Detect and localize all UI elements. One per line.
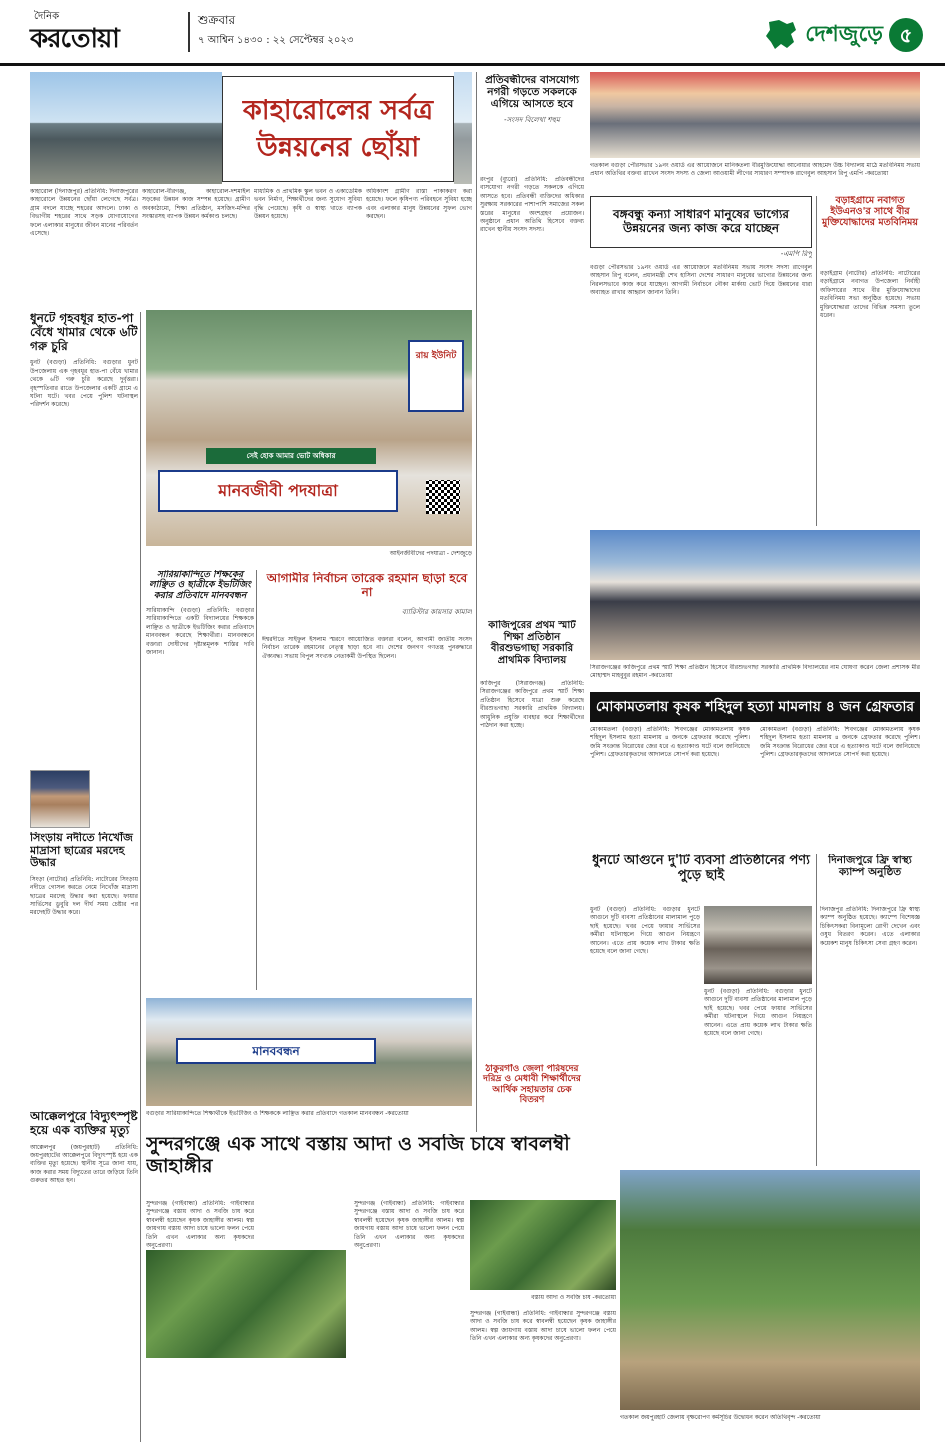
ginger-farm-photo (146, 1250, 346, 1358)
human-chain-caption: বগুড়ার সারিয়াকান্দিতে শিক্ষার্থীকে ইভটিজিং ও শিক্ষককে লাঞ্ছিত করার প্রতিবাদে গতকাল মানববন্ধন -করতোয়া (146, 1110, 409, 1117)
fire-headline: ধুনটে আগুনে দু'টি ব্যবসা প্রতিষ্ঠানের পণ্য পুড়ে ছাই (592, 854, 810, 883)
newspaper-logo[interactable] (30, 10, 180, 54)
rally-banner: মানবজীবী পদযাত্রা (158, 470, 398, 512)
masthead (0, 0, 945, 66)
mp-meeting-photo (590, 72, 920, 158)
fire-damage-photo (704, 906, 812, 984)
masthead-divider (188, 12, 190, 52)
column-rule (140, 312, 141, 1442)
lead-headline-line1: কাহারোলের সর্বত্র (242, 94, 434, 126)
health-camp-headline: দিনাজপুরে ফ্রি স্বাস্থ্য ক্যাম্প অনুষ্ঠিত (828, 854, 912, 879)
lead-body-col4: অধিকাংশ গ্রামীণ রাস্তা পাকাকরণ করা হয়েছে। ফলে কৃষিপণ্য পরিবহনে সুবিধা হচ্ছে এবং এলাকার মানুষ উন্নয়নের সুফল ভোগ করছেন। (366, 188, 472, 221)
bangabandhu-byline: -এমপি রিপু (780, 250, 812, 258)
health-camp-body: দিনাজপুর প্রতিনিধি: দিনাজপুরে ফ্রি স্বাস্থ্য ক্যাম্প অনুষ্ঠিত হয়েছে। ক্যাম্পে বিশেষজ্ঞ চিকিৎসকরা বিনামূল্যে রোগী দেখেন এবং ওষুধ বিতরণ করেন। এতে এলাকার কয়েকশ মানুষ চিকিৎসা সেবা গ্রহণ করেন। (820, 906, 920, 947)
dhunat-cow-headline: ধুনটে গৃহবধূর হাত-পা বেঁধে খামার থেকে ৬টি গরু চুরি (30, 312, 138, 353)
smart-school-body: কাজিপুর (সিরাজগঞ্জ) প্রতিনিধি: সিরাজগঞ্জের কাজিপুরে প্রথম স্মার্ট শিক্ষা প্রতিষ্ঠান হিসেবে যাত্রা শুরু করেছে বীরশুভগাছা সরকারি প্রাথমিক বিদ্যালয়। আধুনিক প্রযুক্তি ব্যবহার করে শিক্ষার্থীদের পাঠদান করা হচ্ছে। (480, 680, 584, 729)
qr-code[interactable] (426, 480, 460, 514)
akkelpur-electric-headline: আক্কেলপুরে বিদ্যুৎস্পৃষ্ট হয়ে এক ব্যক্তির মৃত্যু (30, 1110, 138, 1137)
human-chain-photo (146, 998, 472, 1106)
disabled-story-header (480, 74, 584, 174)
bangabandhu-body: বগুড়া পৌরসভার ১৯নং ওয়ার্ড এর আয়োজনে মতবিনিময় সভায় সংসদ সদস্য রাগেবুল আহসান রিপু বলেন, প্রধানমন্ত্রী শেখ হাসিনা দেশের সাধারণ মানুষের ভাগ্যের উন্নয়নের জন্য নিরলসভাবে কাজ করে যাচ্ছেন। আগামী নির্বাচনে নৌকা মার্কায় ভোট দিয়ে উন্নয়নের ধারা অব্যাহত রাখার আহ্বান জানান তিনি। (590, 264, 812, 297)
murder-body-col1: মোকামতলা (বগুড়া) প্রতিনিধি: শিবগঞ্জের মোকামতলায় কৃষক শহিদুল ইসলাম হত্যা মামলায় ৪ জনকে গ্রেফতার করেছে পুলিশ। জমি সংক্রান্ত বিরোধের জের ধরে এ হত্যাকাণ্ড ঘটে বলে জানিয়েছে পুলিশ। গ্রেফতারকৃতদের আদালতে সোপর্দ করা হয়েছে। (590, 726, 750, 759)
tree-planting-photo (620, 1170, 920, 1410)
badaigram-headline: বড়াইগ্রামে নবাগত ইউএনও'র সাথে বীর মুক্তিযোদ্ধাদের মতবিনিময় (822, 196, 918, 228)
fire-body-col2: ধুনট (বগুড়া) প্রতিনিধি: বগুড়ার ধুনটে আগুনে দুটি ব্যবসা প্রতিষ্ঠানের মালামাল পুড়ে ছাই হয়েছে। খবর পেয়ে ফায়ার সার্ভিসের কর্মীরা ঘটনাস্থলে গিয়ে আগুন নিয়ন্ত্রণে আনেন। এতে প্রায় কয়েক লাখ টাকার ক্ষতি হয়েছে বলে জানা গেছে। (704, 988, 812, 1037)
sundarganj-body-col3: সুন্দরগঞ্জ (গাইবান্ধা) প্রতিনিধি: গাইবান্ধার সুন্দরগঞ্জে বস্তায় আদা ও সবজি চাষ করে স্বাবলম্বী হয়েছেন কৃষক জাহাঙ্গীর আলম। স্বল্প জায়গায় বস্তায় আদা চাষে ভালো ফলন পেয়ে তিনি এখন এলাকার অন্য কৃষকদের অনুপ্রেরণা। (470, 1310, 616, 1343)
teacher-headline: সারিয়াকান্দিতে শিক্ষকের লাঞ্ছিত ও ছাত্রীকে ইভটিজিং করার প্রতিবাদে মানববন্ধন (149, 570, 251, 601)
akkelpur-electric-story (30, 1110, 138, 1440)
singra-drown-headline: সিংড়ায় নদীতে নিখোঁজ মাদ্রাসা ছাত্রের মরদেহ উদ্ধার (30, 832, 133, 870)
fire-body: ধুনট (বগুড়া) প্রতিনিধি: বগুড়ার ধুনটে আগুনে দুটি ব্যবসা প্রতিষ্ঠানের মালামাল পুড়ে ছাই হয়েছে। খবর পেয়ে ফায়ার সার্ভিসের কর্মীরা ঘটনাস্থলে গিয়ে আগুন নিয়ন্ত্রণে আনেন। এতে প্রায় কয়েক লাখ টাকার ক্ষতি হয়েছে বলে জানা গেছে। (590, 906, 700, 955)
issue-date: ৭ আশ্বিন ১৪৩০ : ২২ সেপ্টেম্বর ২০২৩ (198, 35, 354, 46)
section-name: দেশজুড়ে (805, 22, 883, 48)
murder-body-col2: মোকামতলা (বগুড়া) প্রতিনিধি: শিবগঞ্জের মোকামতলায় কৃষক শহিদুল ইসলাম হত্যা মামলায় ৪ জনকে গ্রেফতার করেছে পুলিশ। জমি সংক্রান্ত বিরোধের জের ধরে এ হত্যাকাণ্ড ঘটে বলে জানিয়েছে পুলিশ। গ্রেফতারকৃতদের আদালতে সোপর্দ করা হয়েছে। (760, 726, 920, 759)
bridge-photo-edge (454, 72, 472, 184)
lead-headline-line2: উন্নয়নের ছোঁয়া (256, 132, 420, 163)
section-header (763, 16, 923, 54)
badaigram-header (820, 196, 920, 266)
teacher-body: সারিয়াকান্দি (বগুড়া) প্রতিনিধি: বগুড়ার সারিয়াকান্দিতে একটি বিদ্যালয়ের শিক্ষককে লাঞ্ছিত ও ছাত্রীকে ইভটিজিং করার প্রতিবাদে মানববন্ধন করেছে শিক্ষার্থীরা। মানববন্ধনে বক্তারা দোষীদের দৃষ্টান্তমূলক শাস্তির দাবি জানান। (146, 607, 254, 656)
health-camp-header (820, 854, 920, 904)
lead-body-col3: মাধ্যমিক ও প্রাথমিক স্কুল ভবন ও একাডেমিক ভবন নির্মাণ, শিক্ষার্থীদের জন্য সুযোগ সুবিধা বৃদ্ধি পেয়েছে। কৃষি ও স্বাস্থ্য খাতে ব্যাপক উন্নয়ন হয়েছে। (254, 188, 362, 221)
murder-headline: মোকামতলায় কৃষক শহিদুল হত্যা মামলায় ৪ জন গ্রেফতার (595, 698, 915, 715)
page-number: ৫ (889, 18, 923, 52)
disabled-headline: প্রতিবন্ধীদের বাসযোগ্য নগরী গড়তে সকলকে এগিয়ে আসতে হবে (484, 74, 580, 111)
logo-small-text: দৈনিক (34, 11, 60, 22)
election-headline: আগামীর নির্বাচন তারেক রহমান ছাড়া হবে না (266, 572, 468, 599)
disabled-body: রংপুর (ব্যুরো) প্রতিনিধি: প্রতিবন্ধীদের বাসযোগ্য নগরী গড়তে সকলকে এগিয়ে আসতে হবে। প্রতিবন্ধী ব্যক্তিদের অধিকার সুরক্ষায় সরকারের পাশাপাশি সমাজের সকল স্তরের মানুষের অংশগ্রহণ প্রয়োজন। অনুষ্ঠানে প্রধান অতিথি হিসেবে বক্তব্য রাখেন স্থানীয় সংসদ সদস্য। (480, 176, 584, 234)
thakurgaon-headline: ঠাকুরগাঁও জেলা পরিষদের দরিদ্র ও মেধাবী শিক্ষার্থীদের আর্থিক সহায়তার চেক বিতরণ (483, 1064, 581, 1106)
fire-header (590, 854, 812, 904)
student-portrait-photo (30, 770, 90, 828)
smart-school-header (480, 620, 584, 676)
column-rule (816, 196, 817, 526)
vegetable-sacks-photo (470, 1200, 616, 1290)
election-body: ঈশ্বরদীতে সাইফুল ইসলাম স্মরণে আয়োজিত বক্তারা বলেন, আগামী জাতীয় সংসদ নির্বাচন তারেক রহমানের নেতৃত্ব ছাড়া হবে না। দেশের জনগণ গণতন্ত্র পুনরুদ্ধারে ঐক্যবদ্ধ। সভায় বিপুল সংখ্যক নেতাকর্মী উপস্থিত ছিলেন। (262, 636, 472, 660)
mp-meeting-caption: গতকাল বগুড়া পৌরসভার ১৯নং ওয়ার্ড এর আয়োজনে মানিকতলা বীরমুক্তিযোদ্ধা আনোয়ার আহমেদ উচ্চ বিদ্যালয় মাঠে মতবিনিময় সভায় প্রধান অতিথির বক্তব্য রাখেন সংসদ সদস্য ও জেলা আওয়ামী লীগের সাধারণ সম্পাদক রাগেবুল আহসান রিপু এমপি -করতোয়া (590, 162, 920, 178)
smart-school-headline: কাজিপুরের প্রথম স্মার্ট শিক্ষা প্রতিষ্ঠান বীরশুভগাছা সরকারি প্রাথমিক বিদ্যালয় (488, 620, 576, 666)
lawyers-rally-photo (146, 310, 472, 546)
bridge-road-photo (30, 72, 222, 184)
rally-caption: আইনজীবীদের পদযাত্রা - দেশজুড়ে (389, 550, 472, 557)
human-chain-banner: মানববন্ধন (176, 1038, 376, 1064)
election-story-header (262, 572, 472, 632)
tree-planting-caption: গতকাল জয়পুরহাট জেলায় বৃক্ষরোপণ কর্মসূচির উদ্বোধন করেন অতিথিবৃন্দ -করতোয়া (620, 1414, 821, 1421)
singra-drown-body: সিংড়া (নাটোর) প্রতিনিধি: নাটোরের সিংড়ায় নদীতে গোসল করতে নেমে নিখোঁজ মাদ্রাসা ছাত্রের মরদেহ উদ্ধার করা হয়েছে। ফায়ার সার্ভিসের ডুবুরি দল দীর্ঘ সময় চেষ্টার পর মরদেহটি উদ্ধার করে। (30, 875, 138, 917)
rally-tagline-banner: সেই হোক আমার ভোট অধিকার (206, 448, 376, 464)
bangabandhu-headline: বঙ্গবন্ধু কন্যা সাধারণ মানুষের ভাগ্যের উন্নয়নের জন্য কাজ করে যাচ্ছেন (612, 207, 790, 235)
disabled-byline: -সংসদ বিলেখা শহুম (504, 116, 560, 125)
column-rule (476, 72, 477, 1132)
smart-school-stage-photo (590, 530, 920, 660)
column-rule (816, 854, 817, 1166)
bangladesh-map-icon (763, 18, 799, 52)
sundarganj-body-col1: সুন্দরগঞ্জ (গাইবান্ধা) প্রতিনিধি: গাইবান্ধার সুন্দরগঞ্জে বস্তায় আদা ও সবজি চাষ করে স্বাবলম্বী হয়েছেন কৃষক জাহাঙ্গীর আলম। স্বল্প জায়গায় বস্তায় আদা চাষে ভালো ফলন পেয়ে তিনি এখন এলাকার অন্য কৃষকদের অনুপ্রেরণা। (146, 1200, 254, 1249)
rally-side-banner: রায় ইউনিট (408, 340, 464, 412)
sundarganj-headline: সুন্দরগঞ্জে এক সাথে বস্তায় আদা ও সবজি চাষে স্বাবলম্বী জাহাঙ্গীর (146, 1134, 570, 1177)
teacher-story (146, 570, 254, 990)
dhunat-cow-story (30, 312, 138, 582)
bangabandhu-headline-box (590, 196, 812, 248)
singra-drown-story (30, 832, 138, 1102)
sundarganj-photo-caption: বস্তায় আদা ও সবজি চাষ -করতোয়া (531, 1294, 616, 1301)
murder-headline-box (590, 692, 920, 722)
lead-body-col1: কাহারোল (দিনাজপুর) প্রতিনিধি: দিনাজপুরের কাহারোলে উন্নয়নের ছোঁয়া লেগেছে সর্বত্র। গ্রাম বদলে যাচ্ছে শহরের আদলে। ঢাকা ও বিভাগীয় শহরের সাথে সড়ক যোগাযোগের ফলে এলাকার মানুষের জীবন মানের পরিবর্তন এসেছে। (30, 188, 138, 237)
badaigram-body: বড়াইগ্রাম (নাটোর) প্রতিনিধি: নাটোরের বড়াইগ্রামে নবাগত উপজেলা নির্বাহী অফিসারের সাথে বীর মুক্তিযোদ্ধাদের মতবিনিময় সভা অনুষ্ঠিত হয়েছে। সভায় মুক্তিযোদ্ধারা তাদের বিভিন্ন সমস্যা তুলে ধরেন। (820, 270, 920, 319)
dhunat-cow-body: ধুনট (বগুড়া) প্রতিনিধি: বগুড়ার ধুনট উপজেলায় এক গৃহবধূর হাত-পা বেঁধে খামার থেকে ৬টি গরু চুরি করেছে দুর্বৃত্তরা। বৃহস্পতিবার রাতে উপজেলার একটি গ্রামে এ ঘটনা ঘটে। খবর পেয়ে পুলিশ ঘটনাস্থল পরিদর্শন করেছে। (30, 359, 138, 409)
lead-headline-box (222, 76, 454, 182)
election-speaker: ব্যারিস্টার কায়সার কামাল (401, 607, 472, 616)
sundarganj-headline-box (146, 1134, 616, 1196)
lead-body-col2: কাহারোল-বীরগঞ্জ, কাহারোল-দশমাইল সড়কের উন্নয়ন কাজ সম্পন্ন হয়েছে। গ্রামীণ অবকাঠামো, শিক্ষা প্রতিষ্ঠান, মসজিদ-মন্দির সংস্কারসহ ব্যাপক উন্নয়ন কর্মকাণ্ড চলছে। (142, 188, 250, 221)
thakurgaon-header (480, 1064, 584, 1124)
sundarganj-body-col2: সুন্দরগঞ্জ (গাইবান্ধা) প্রতিনিধি: গাইবান্ধার সুন্দরগঞ্জে বস্তায় আদা ও সবজি চাষ করে স্বাবলম্বী হয়েছেন কৃষক জাহাঙ্গীর আলম। স্বল্প জায়গায় বস্তায় আদা চাষে ভালো ফলন পেয়ে তিনি এখন এলাকার অন্য কৃষকদের অনুপ্রেরণা। (354, 1200, 464, 1249)
column-rule (256, 570, 257, 990)
stage-photo-caption: সিরাজগঞ্জের কাজিপুরে প্রথম স্মার্ট শিক্ষা প্রতিষ্ঠান হিসেবে বীরশুভগাছা সরকারি প্রাথমিক বিদ্যালয়ের নাম ঘোষণা করেন জেলা প্রশাসক মীর মোহাম্মদ মাহবুবুর রহমান -করতোয়া (590, 664, 920, 680)
logo-name: করতোয়া (30, 24, 119, 54)
issue-day: শুক্রবার (198, 13, 236, 27)
akkelpur-electric-body: আক্কেলপুর (জয়পুরহাট) প্রতিনিধি: জয়পুরহাটের আক্কেলপুরে বিদ্যুৎস্পৃষ্ট হয়ে এক ব্যক্তির মৃত্যু হয়েছে। স্থানীয় সূত্রে জানা যায়, কাজ করার সময় বিদ্যুতের তারে জড়িয়ে তিনি গুরুতর আহত হন। (30, 1143, 138, 1185)
